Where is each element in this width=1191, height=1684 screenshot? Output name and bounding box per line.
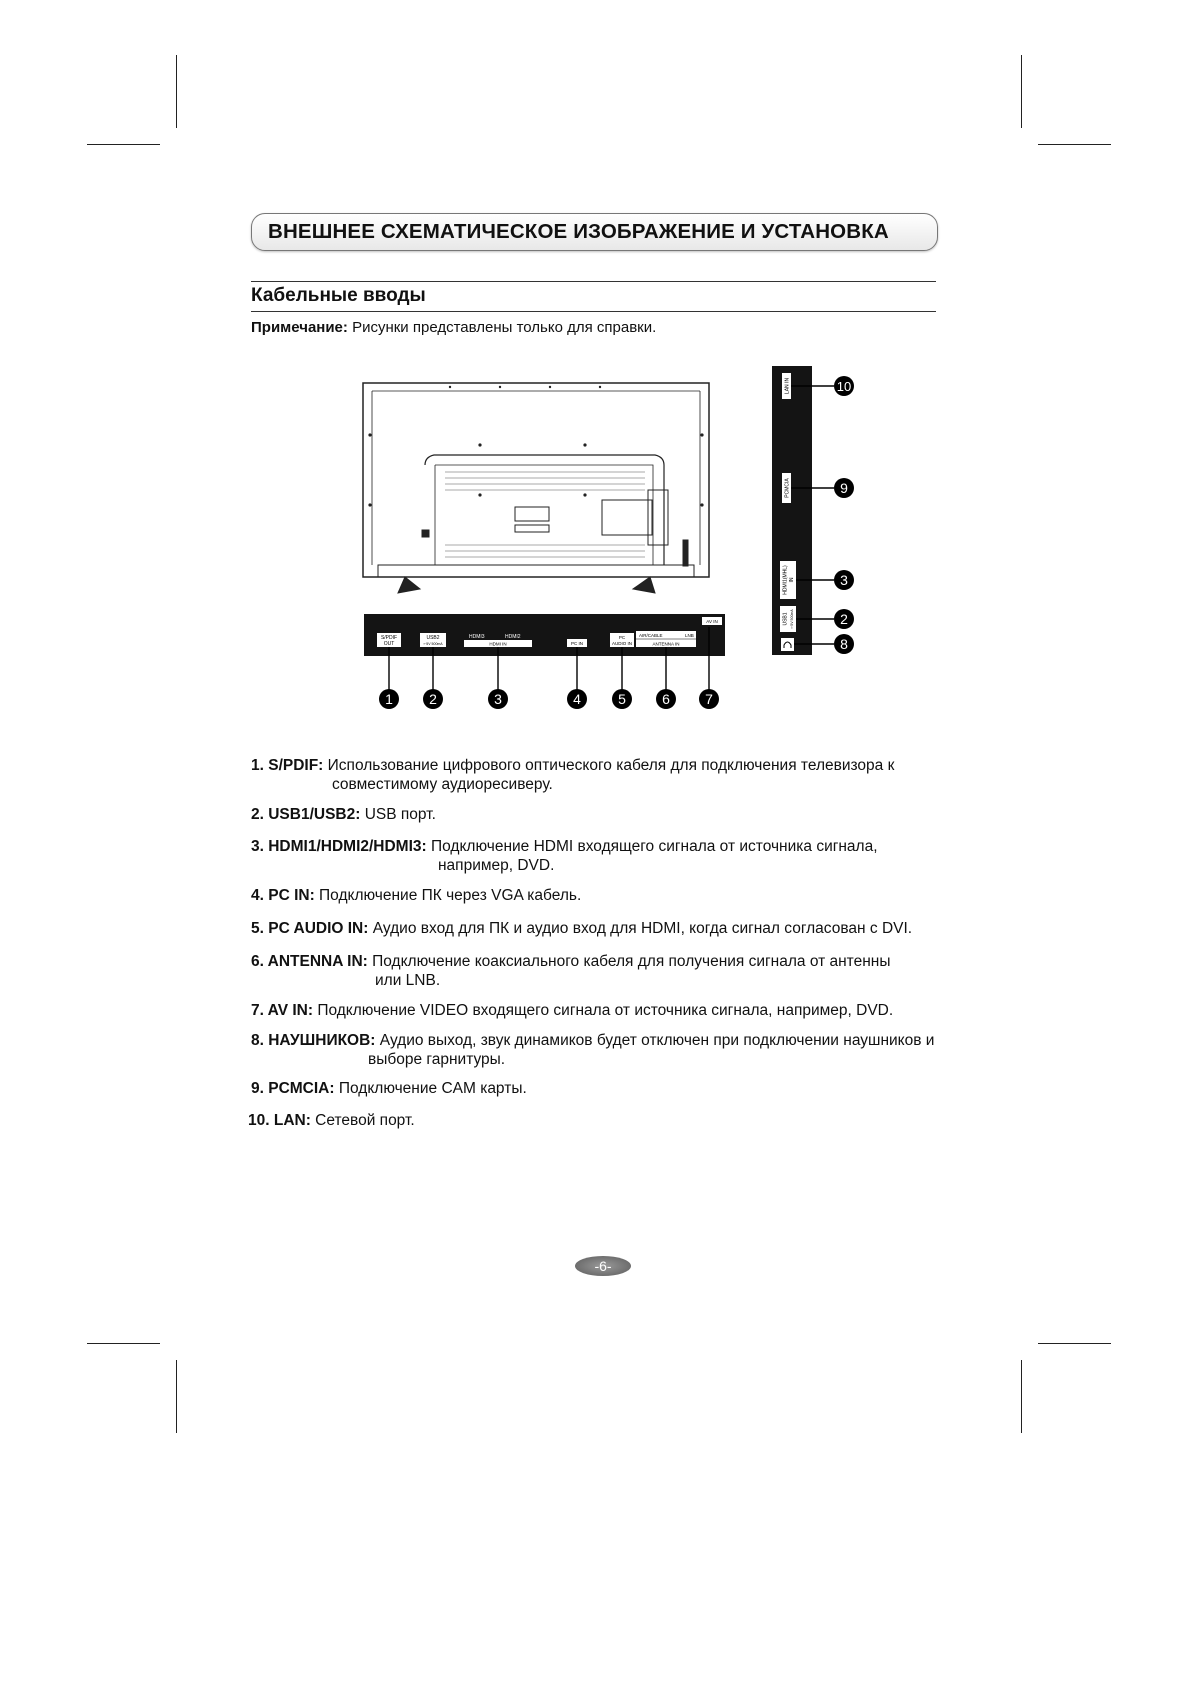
page-title: ВНЕШНЕЕ СХЕМАТИЧЕСКОЕ ИЗОБРАЖЕНИЕ И УСТАНОВКА — [268, 220, 889, 243]
callout-4: 4 — [573, 691, 581, 707]
label-hdmi1-in: IN — [789, 577, 795, 583]
label-hdmi3: HDMI3 — [469, 634, 485, 640]
list-item-pcmcia — [251, 1079, 527, 1098]
crop-mark — [1021, 1360, 1022, 1433]
item-label: 4. PC IN: — [251, 887, 315, 904]
item-label: 1. S/PDIF: — [251, 757, 324, 774]
section-title: Кабельные вводы — [251, 285, 426, 306]
label-usb1: USB1 — [782, 612, 789, 626]
callout-2: 2 — [429, 691, 437, 707]
label-usb2: USB2 — [426, 635, 440, 641]
callout-9: 9 — [840, 480, 848, 496]
callout-7: 7 — [705, 691, 713, 707]
item-continuation: или LNB. — [375, 972, 441, 989]
item-label: 2. USB1/USB2: — [251, 806, 361, 823]
item-text: Подключение CAM карты. — [334, 1080, 527, 1097]
label-hdmi2: HDMI2 — [505, 634, 521, 640]
item-text: Аудио выход, звук динамиков будет отключен при подключении наушников и — [375, 1032, 935, 1049]
label-pc: PC — [618, 635, 626, 640]
item-text: Подключение ПК через VGA кабель. — [314, 887, 582, 904]
crop-mark — [87, 144, 160, 145]
label-antenna-in: ANTENNA IN — [652, 641, 680, 647]
page-number: -6- — [575, 1256, 631, 1276]
label-pcmcia: PCMCIA — [784, 478, 791, 498]
label-lan-in: LAN IN — [784, 377, 791, 395]
section-rule-bottom — [251, 311, 936, 312]
bottom-callouts — [379, 689, 719, 709]
note-text: Рисунки представлены только для справки. — [347, 319, 657, 336]
item-continuation: выборе гарнитуры. — [368, 1051, 506, 1068]
item-text: Подключение коаксиального кабеля для получения сигнала от антенны — [367, 953, 891, 970]
side-callouts — [834, 376, 854, 654]
item-label: 3. HDMI1/HDMI2/HDMI3: — [251, 838, 427, 855]
note-label: Примечание: — [251, 319, 348, 336]
item-text: Сетевой порт. — [310, 1112, 415, 1129]
label-spdif-out: OUT — [383, 641, 395, 647]
callout-10: 10 — [836, 379, 852, 394]
item-continuation: совместимому аудиоресиверу. — [332, 776, 553, 793]
label-hdmi-in: HDMI IN — [489, 641, 507, 647]
list-item-pc-in — [251, 886, 581, 905]
label-av-in: AV IN — [706, 619, 718, 624]
crop-mark — [87, 1343, 160, 1344]
list-item-spdif — [251, 756, 894, 794]
list-item-usb — [251, 805, 436, 824]
label-air-cable: AIR/CABLE — [639, 633, 663, 638]
callout-2-side: 2 — [840, 611, 848, 627]
item-text: Подключение VIDEO входящего сигнала от источника сигнала, например, DVD. — [313, 1002, 894, 1019]
item-label: 9. PCMCIA: — [251, 1080, 335, 1097]
list-item-lan — [248, 1111, 415, 1130]
label-pc-in: PC IN — [570, 641, 584, 646]
tv-back-illustration — [363, 383, 709, 593]
item-text: Подключение HDMI входящего сигнала от источника сигнала, — [426, 838, 878, 855]
item-label: 10. LAN: — [248, 1112, 311, 1129]
connector-diagram — [350, 365, 970, 710]
callout-5: 5 — [618, 691, 626, 707]
item-label: 8. НАУШНИКОВ: — [251, 1032, 376, 1049]
crop-mark — [1038, 144, 1111, 145]
item-text: Использование цифрового оптического кабеля для подключения телевизора к — [323, 757, 895, 774]
item-text: USB порт. — [360, 806, 436, 823]
label-usb1-power: ⇠5V 500mA — [790, 609, 794, 629]
callout-3: 3 — [494, 691, 502, 707]
callout-1: 1 — [385, 691, 393, 707]
item-label: 6. ANTENNA IN: — [251, 953, 368, 970]
crop-mark — [1038, 1343, 1111, 1344]
callout-8: 8 — [840, 636, 848, 652]
item-text: Аудио вход для ПК и аудио вход для HDMI, когда сигнал согласован с DVI. — [368, 920, 913, 937]
crop-mark — [1021, 55, 1022, 128]
item-label: 5. PC AUDIO IN: — [251, 920, 369, 937]
item-label: 7. AV IN: — [251, 1002, 314, 1019]
list-item-antenna-in — [251, 952, 891, 990]
label-usb2-power: ⇠5V 500mA — [423, 642, 443, 646]
list-item-hdmi — [251, 837, 878, 875]
crop-mark — [176, 1360, 177, 1433]
note — [251, 319, 656, 336]
label-audio-in: AUDIO IN — [611, 641, 633, 646]
label-spdif: S/PDIF — [380, 635, 398, 641]
callout-6: 6 — [662, 691, 670, 707]
list-item-headphones — [251, 1031, 934, 1069]
list-item-pc-audio-in — [251, 919, 912, 938]
item-continuation: например, DVD. — [438, 857, 555, 874]
list-item-av-in — [251, 1001, 893, 1020]
label-lnb: LNB — [685, 633, 694, 638]
label-hdmi1: HDMI1(MHL) — [782, 565, 789, 595]
crop-mark — [176, 55, 177, 128]
callout-3-side: 3 — [840, 572, 848, 588]
tv-back-grille — [445, 472, 645, 557]
section-rule-top — [251, 281, 936, 282]
